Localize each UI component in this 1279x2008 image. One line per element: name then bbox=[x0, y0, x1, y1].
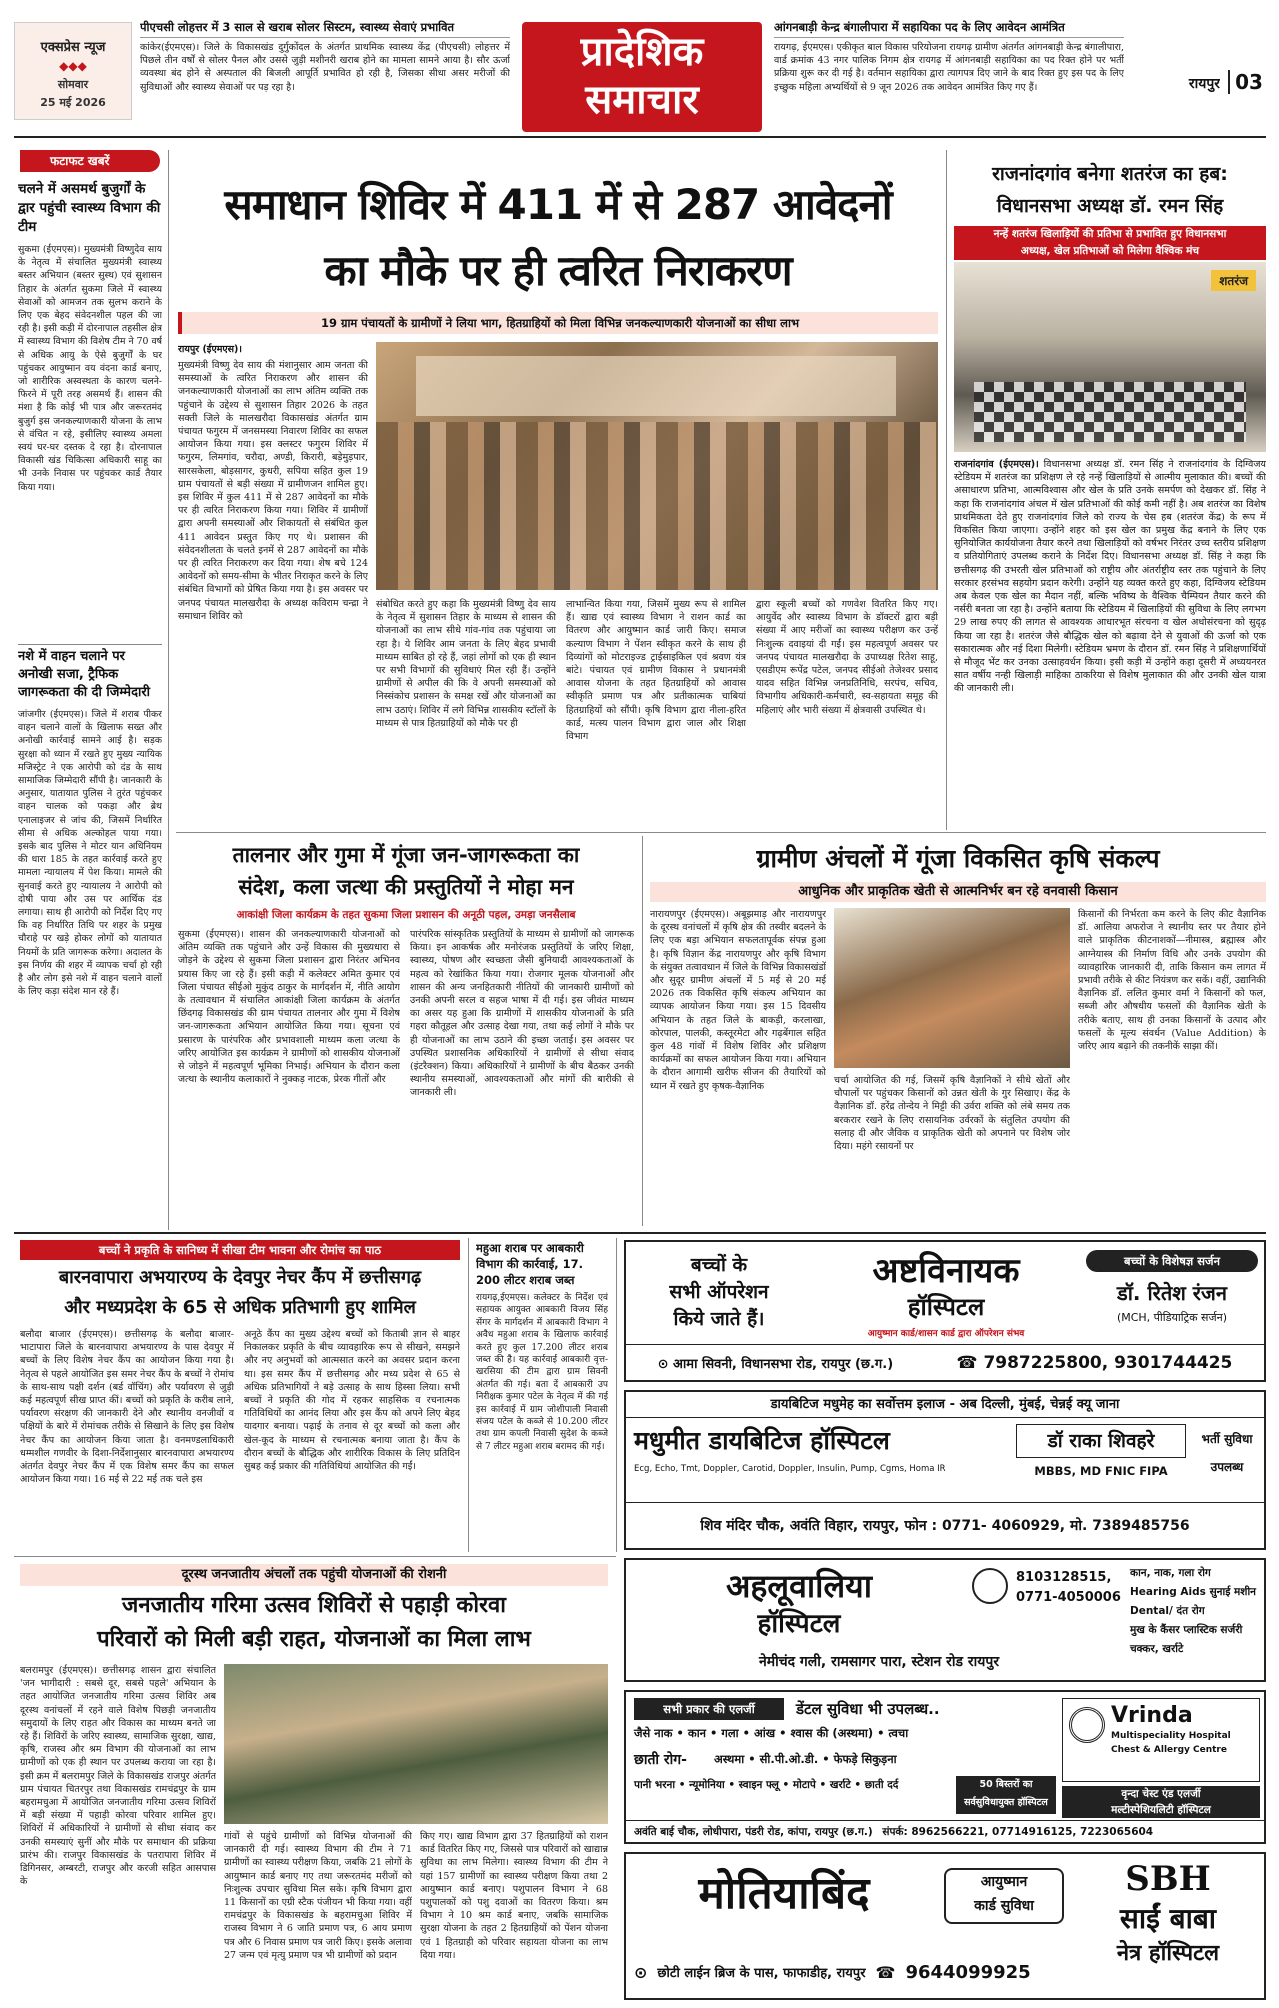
photo-banner-shape bbox=[416, 356, 896, 416]
brand-day: सोमवार bbox=[57, 78, 89, 91]
lead-photo bbox=[376, 342, 938, 590]
ad-ashtavinayak-name-2: हॉस्पिटल bbox=[907, 1293, 985, 1321]
ad-madhumit-tests: Ecg, Echo, Tmt, Doppler, Carotid, Doppler, Insulin, Pump, Cgms, Homa IR bbox=[634, 1464, 946, 1474]
ad-vrinda-beds-1: 50 बिस्तरों का bbox=[979, 1779, 1033, 1790]
krishi-photo bbox=[834, 908, 1070, 1068]
janjatiya-headline-2: परिवारों को मिली बड़ी राहत, योजनाओं का मिला लाभ bbox=[97, 1627, 531, 1652]
janjatiya-col-2-text: गांवों से पहुंचे ग्रामीणों को विभिन्न योजनाओं की जानकारी दी गई। स्वास्थ्य विभाग की टीम ने 71 ग्रामीणों का स्वास्थ्य परीक्षण किया, जबकि 21 लोगों के आयुष्मान कार्ड बनाए गए तथा जरूरतमंद मरीजों को निःशुल्क उपचार सुविधा मिल सके। कृषि विभाग द्वारा 11 किसानों का एग्री स्टैक पंजीयन भी किया गया। वहीं रामचंद्रपुर के विकासखंड के बहरामचुआ शिविर में राजस्व विभाग ने 6 जाति प्रमाण पत्र, 6 आय प्रमाण पत्र और 6 निवास प्रमाण पत्र जारी किए। इसके अलावा 27 जन्म एवं मृत्यु प्रमाण पत्र भी ग्रामीणों को प्रदान bbox=[224, 1831, 412, 1961]
ad-ahluwalia-name-1: अहलूवालिया bbox=[725, 1567, 873, 1605]
krishi-col-1 bbox=[650, 908, 826, 1224]
ad-ashtavinayak-left bbox=[634, 1252, 804, 1333]
top-right-news bbox=[774, 20, 1124, 132]
ad-vrinda bbox=[624, 1690, 1266, 1844]
ad-ashtavinayak-degree: (MCH, पीडियाट्रिक सर्जन) bbox=[1116, 1311, 1228, 1324]
ad-ahluwalia-specialities bbox=[1130, 1564, 1264, 1659]
krishi-col-2-text: चर्चा आयोजित की गई, जिसमें कृषि वैज्ञानिकों ने सीधे खेतों और चौपालों पर पहुंचकर किसानों को उन्नत खेती के गुर सिखाए। केंद्र के वैज्ञानिक डॉ. हरेंद्र तोन्देय ने मिट्टी की उर्वरा शक्ति को लंबे समय तक बरकरार रखने के लिए रासायनिक उर्वरकों के संतुलित उपयोग की सलाह दी और जैविक व प्राकृतिक खेती को अपनाने पर विशेष जोर दिया। महंगे रसायनों पर bbox=[834, 1075, 1070, 1153]
chess-photo bbox=[954, 262, 1266, 452]
sidebar-story-1 bbox=[18, 180, 162, 640]
ad-ahluwalia-s1: कान, नाक, गला रोग bbox=[1130, 1567, 1211, 1579]
brand-box bbox=[14, 22, 132, 120]
ad-ahluwalia bbox=[624, 1558, 1266, 1682]
ad-madhumit-tagline: डायबिटिज मधुमेह का सर्वोत्तम इलाज - अब दिल्ली, मुंबई, चेन्नई क्यू जाना bbox=[626, 1392, 1264, 1418]
ad-ashtavinayak-name-1: अष्टविनायक bbox=[872, 1251, 1020, 1291]
mid-rule bbox=[14, 1232, 1266, 1234]
sidebar-story-2 bbox=[18, 648, 162, 1228]
lead-col-4-text: द्वारा स्कूली बच्चों को गणवेश वितरित किए गए। आयुर्वेद और स्वास्थ्य विभाग के डॉक्टरों द्वारा बड़ी संख्या में आए मरीजों का स्वास्थ्य परीक्षण कर उन्हें निःशुल्क दवाइयां दी गईं। इस महत्वपूर्ण अवसर पर जनपद पंचायत मालखरौदा के उपाध्यक्ष रितेश साहू, एसडीएम रूपेंद्र पटेल, जनपद सीईओ तेजेश्वर प्रसाद यादव सहित विभिन्न जनप्रतिनिधि, सरपंच, सचिव, विभागीय अधिकारी-कर्मचारी, स्व-सहायता समूह की महिलाएं और भारी संख्या में क्षेत्रवासी उपस्थित थे। bbox=[756, 599, 938, 716]
ad-madhumit-degree: MBBS, MD FNIC FIPA bbox=[1034, 1464, 1168, 1478]
ad-sai-brand-1: साईं बाबा bbox=[1119, 1902, 1217, 1935]
sidebar-divider bbox=[18, 644, 162, 645]
lead-col-1-text: मुख्यमंत्री विष्णु देव साय की मंशानुसार आम जनता की समस्याओं के त्वरित निराकरण और शासन की जनकल्याणकारी योजनाओं का लाभ अंतिम व्यक्ति तक पहुंचाने के उद्देश्य से सुशासन तिहार 2026 के तहत सक्ती जिले के मालखरौदा विकासखंड अंतर्गत ग्राम पंचायत फगुरम में जनसमस्या निवारण शिविर का सफल आयोजन किया गया। इस क्लस्टर फगुरम शिविर में फगुरम, लिमगांव, चरौदा, अण्डी, किरारी, बड़ेमुड़पार, सारसकेला, बोड़सागर, कुधरी, सपिया सहित कुल 19 ग्राम पंचायतों से बड़ी संख्या में ग्रामीणजन शामिल हुए। इस शिविर में कुल 411 में से 287 आवेदनों का मौके पर ही त्वरित निराकरण किया गया। शिविर में ग्रामीणों द्वारा अपनी समस्याओं और शिकायतों से संबंधित कुल 411 आवेदन प्रस्तुत किए गए थे। प्रशासन की संवेदनशीलता के चलते इनमें से 287 आवेदनों का मौके पर ही त्वरित निराकरण कर दिया गया। शेष बचे 124 आवेदनों को समय-सीमा के भीतर निराकृत करने के लिए संबंधित विभागों को प्रेषित किया गया है। इस अवसर पर जनपद पंचायत मालखरौदा के अध्यक्ष कविराम चन्द्रा ने समाधान शिविर को bbox=[178, 360, 368, 622]
ad-ashtavinayak-left-1: बच्चों के bbox=[690, 1254, 748, 1276]
talnar-vrule bbox=[642, 836, 643, 1226]
phone-icon: ☎ bbox=[875, 1962, 896, 1982]
krishi-headline: ग्रामीण अंचलों में गूंजा विकसित कृषि संकल्प bbox=[756, 844, 1160, 873]
lead-dateline: रायपुर (ईएमएस)। bbox=[178, 344, 243, 355]
janjatiya-col-1-text: बलरामपुर (ईएमएस)। छत्तीसगढ़ शासन द्वारा संचालित 'जन भागीदारी : सबसे दूर, सबसे पहले' अभियान के तहत आयोजित जनजातीय गरिमा उत्सव शिविर अब दूरस्थ वनांचलों में रहने वाले विशेष पिछड़ी जनजातीय समुदायों के लिए राहत और विकास का माध्यम बनते जा रहे हैं। शिविरों के जरिए स्वास्थ्य, सामाजिक सुरक्षा, खाद्य, कृषि, राजस्व और श्रम विभाग की योजनाओं का लाभ ग्रामीणों को एक ही स्थान पर उपलब्ध कराया जा रहा है। इसी क्रम में बलरामपुर जिले के विकासखंड राजपुर अंतर्गत ग्राम पंचायत चितरपुर तथा विकासखंड रामचंद्रपुर के ग्राम बहरामचुआ में आयोजित जनजातीय गरिमा उत्सव शिविरों में बड़ी संख्या में पहाड़ी कोरवा परिवार शामिल हुए। शिविरों में अधिकारियों ने ग्रामीणों से सीधा संवाद कर उनकी समस्याएं सुनीं और मौके पर समाधान की प्रक्रिया प्रारंभ की। राजपुर विकासखंड के पतरापारा शिविर में डिगिनसर, अम्बरटी, राजपुर और करजी सहित आसपास के bbox=[20, 1665, 216, 1888]
chess-dateline: राजनांदगांव (ईएमएस)। bbox=[954, 459, 1039, 470]
top-right-news-text: रायगढ़, ईएमएस। एकीकृत बाल विकास परियोजना रायगढ़ ग्रामीण अंतर्गत आंगनबाड़ी केन्द्र बंगालीपारा, वार्ड क्रमांक 43 नगर पालिक निगम क्षेत्र रायगढ़ में आंगनबाड़ी सहायिका का पद रिक्त होने पर भर्ती प्रक्रिया शुरू कर दी गई है। वर्तमान सहायिका द्वारा त्यागपत्र दिए जाने के बाद रिक्त हुए इस पद के लिए इच्छुक महिला अभ्यर्थियों से 9 जून 2026 तक आवेदन आमंत्रित किए गए हैं। bbox=[774, 42, 1124, 93]
lead-col-3-text: लाभान्वित किया गया, जिसमें मुख्य रूप से शामिल हैं। खाद्य एवं स्वास्थ्य विभाग ने राशन कार्ड का वितरण और आयुष्मान कार्ड जारी किए। समाज कल्याण विभाग ने पेंशन स्वीकृत करने के साथ ही दिव्यांगों को मोटराइज्ड ट्राईसाइकिल एवं श्रवण यंत्र बांटे। पंचायत एवं ग्रामीण विकास ने प्रधानमंत्री आवास योजना के तहत हितग्राहियों को आवास स्वीकृति प्रमाण पत्र और प्रतीकात्मक चाबियां हितग्राहियों को सौंपी। कृषि विभाग द्वारा नीला-हरित कार्ड, मत्स्य पालन विभाग द्वारा जाल और शिक्षा विभाग bbox=[566, 599, 746, 743]
sidebar-vrule bbox=[168, 150, 169, 1230]
barnawapara-col-2 bbox=[244, 1328, 460, 1548]
barnawapara-headline-2: और मध्यप्रदेश के 65 से अधिक प्रतिभागी हुए शामिल bbox=[64, 1297, 416, 1318]
janjatiya-col-3-text: किए गए। खाद्य विभाग द्वारा 37 हितग्राहियों को राशन कार्ड वितरित किए गए, जिससे पात्र परिवारों को खाद्यान्न सुविधा का लाभ मिलेगा। स्वास्थ्य विभाग की टीम ने यहां 157 ग्रामीणों का स्वास्थ्य परीक्षण किया तथा 2 आयुष्मान कार्ड बनाए। पशुपालन विभाग ने 68 पशुपालकों को पशु दवाओं का वितरण किया। श्रम विभाग ने 10 श्रम कार्ड बनाए, जबकि सामाजिक सुरक्षा योजना के तहत 2 हितग्राहियों को पेंशन योजना एवं 1 हितग्राही को परिवार सहायता योजना का लाभ दिया गया। bbox=[420, 1831, 608, 1961]
ad-vrinda-line-2: अस्थमा • सी.पी.ओ.डी. • फेफड़े सिकुड़ना bbox=[714, 1752, 897, 1766]
ad-vrinda-hindi-name-2: मल्टीस्पेशियलिटी हॉस्पिटल bbox=[1111, 1804, 1211, 1816]
talnar-headline-1: तालनार और गुमा में गूंजा जन-जागरूकता का bbox=[232, 843, 580, 867]
ad-sai-logo: SBH bbox=[1125, 1859, 1211, 1899]
janjatiya-col-2 bbox=[224, 1830, 412, 2000]
mahua-story bbox=[476, 1240, 608, 1550]
ad-vrinda-beds bbox=[956, 1776, 1056, 1814]
ad-ahluwalia-s5: चक्कर, खर्राटे bbox=[1130, 1643, 1184, 1655]
ad-madhumit-address: शिव मंदिर चौक, अवंति विहार, रायपुर, फोन : 0771- 4060929, मो. 7389485756 bbox=[626, 1502, 1264, 1548]
krishi-col-3 bbox=[1078, 908, 1266, 1224]
section-flag bbox=[522, 22, 762, 132]
ad-sai-scheme-2: कार्ड सुविधा bbox=[974, 1898, 1034, 1914]
lead-col-4 bbox=[756, 598, 938, 822]
ad-vrinda-hindi-name bbox=[1062, 1786, 1260, 1818]
ad-sai-brand-2: नेत्र हॉस्पिटल bbox=[1116, 1941, 1220, 1966]
talnar-col-2-text: पारंपरिक सांस्कृतिक प्रस्तुतियों के माध्यम से ग्रामीणों को जागरूक किया। इन आकर्षक और मनोरंजक प्रस्तुतियों के जरिए शिक्षा, स्वास्थ्य, पोषण और स्वच्छता जैसी बुनियादी आवश्यकताओं के महत्व को रेखांकित किया गया। रोजगार मूलक योजनाओं और शासन की अन्य जनहितकारी नीतियों की जानकारी ग्रामीणों को उनकी अपनी सरल व सहज भाषा में दी गई। इस जीवंत माध्यम का असर यह हुआ कि ग्रामीणों में शासकीय योजनाओं के प्रति गहरा कौतूहल और उत्साह देखा गया, तथा कई लोगों ने मौके पर ही योजनाओं का लाभ उठाने की इच्छा जताई। इस अवसर पर उपस्थित प्रशासनिक अधिकारियों ने ग्रामीणों से सीधा संवाद (इंटरैक्शन) किया। अधिकारियों ने ग्रामीणों के बीच बैठकर उनकी स्थानीय समस्याओं, आवश्यकताओं और मांगों की बारीकी से जानकारी ली। bbox=[410, 929, 634, 1099]
lead-col-3 bbox=[566, 598, 746, 822]
chess-kicker bbox=[954, 226, 1266, 260]
ad-ashtavinayak bbox=[624, 1240, 1266, 1382]
janjatiya-kicker: दूरस्थ जनजातीय अंचलों तक पहुंची योजनाओं की रोशनी bbox=[20, 1564, 608, 1586]
ad-ahluwalia-address: नेमीचंद गली, रामसागर पारा, स्टेशन रोड रायपुर bbox=[758, 1654, 1000, 1670]
ad-ahluwalia-phone-1: 8103128515, bbox=[1016, 1570, 1112, 1585]
janjatiya-col-1 bbox=[20, 1664, 216, 2000]
talnar-col-1-text: सुकमा (ईएमएस)। शासन की जनकल्याणकारी योजनाओं को अंतिम व्यक्ति तक पहुंचाने और उन्हें विकास की मुख्यधारा से जोड़ने के उद्देश्य से सुकमा जिला प्रशासन द्वारा निरंतर अभिनव प्रयास किए जा रहे हैं। इसी कड़ी में कलेक्टर अमित कुमार एवं जिला पंचायत सीईओ मुकुंद ठाकुर के मार्गदर्शन में, नीति आयोग के तत्वावधान में संचालित आकांक्षी जिला कार्यक्रम के अंतर्गत छिंदगढ़ विकासखंड की ग्राम पंचायत तालनार और गुमा में विशेष जन-जागरूकता अभियान आयोजित किया गया। सूचना एवं प्रसारण के पारंपरिक और प्रभावशाली माध्यम कला जत्था के जरिए आयोजित इस कार्यक्रम ने ग्रामीणों को शासकीय योजनाओं से जोड़ने में महत्वपूर्ण भूमिका निभाई। अभियान के दौरान कला जत्था के स्थानीय कलाकारों ने नुक्कड़ नाटक, प्रेरक गीतों और bbox=[178, 929, 400, 1086]
sidebar-story-1-text: सुकमा (ईएमएस)। मुख्यमंत्री विष्णुदेव साय के नेतृत्व में संचालित मुख्यमंत्री स्वास्थ्य बस्तर अभियान (बस्तर सुस्थ) एवं सुशासन तिहार के अंतर्गत सुकमा जिले में स्वास्थ्य सेवाओं को आमजन तक सुलभ कराने के लिए एक बेहद संवेदनशील पहल की जा रही है। इसी कड़ी में दोरनापाल तहसील क्षेत्र में स्वास्थ्य विभाग की विशेष टीम ने 70 वर्ष से अधिक आयु के ऐसे बुजुर्गों के घर पहुंचकर आयुष्मान वय वंदना कार्ड बनाए, जो शारीरिक अस्वस्थता के कारण चलने-फिरने में पूरी तरह असमर्थ हैं। शासन की मंशा है कि कोई भी पात्र और जरूरतमंद बुजुर्ग इस जनकल्याणकारी योजना के लाभ से वंचित न रहे, इसीलिए स्वास्थ्य अमला स्वयं घर-घर दस्तक दे रहा है। दोरनापाल विकासी खंड चिकित्सा अधिकारी साहू का भी उनके निवास पर पहुंचकर कार्ड तैयार किया गया। bbox=[18, 244, 162, 493]
ad-ashtavinayak-address-text: आमा सिवनी, विधानसभा रोड, रायपुर (छ.ग.) bbox=[673, 1356, 894, 1372]
section-title: प्रादेशिक bbox=[580, 29, 704, 75]
lead-col-2-text: संबोधित करते हुए कहा कि मुख्यमंत्री विष्णु देव साय के नेतृत्व में सुशासन तिहार के माध्यम से शासन की योजनाओं का लाभ सीधे गांव-गांव तक पहुंचाया जा रहा है। ये शिविर आम जनता के लिए बेहद प्रभावी माध्यम साबित हो रहे हैं, जहां लोगों को एक ही स्थान पर सभी विभागों की सुविधाएं मिल रही हैं। उन्होंने ग्रामीणों से अपील की कि वे अपनी समस्याओं को निस्संकोच प्रशासन के समक्ष रखें और योजनाओं का लाभ उठाएं। शिविर में लगे विभिन्न शासकीय स्टॉलों के माध्यम से पात्र हितग्राहियों को मौके पर ही bbox=[376, 599, 556, 729]
chess-headline-1: राजनांदगांव बनेगा शतरंज का हब: bbox=[992, 163, 1228, 185]
lead-col-1 bbox=[178, 342, 368, 822]
chess-kicker-2: अध्यक्ष, खेल प्रतिभाओं को मिलेगा वैश्विक मंच bbox=[1020, 245, 1200, 257]
ad-vrinda-beds-2: सर्वसुविधायुक्त हॉस्पिटल bbox=[964, 1797, 1048, 1808]
chess-text bbox=[954, 458, 1266, 696]
lead-kicker: 19 ग्राम पंचायतों के ग्रामीणों ने लिया भाग, हितग्राहियों को मिला विभिन्न जनकल्याणकारी योजनाओं का सीधा लाभ bbox=[178, 312, 938, 334]
ad-ashtavinayak-phone-text: 7987225800, 9301744425 bbox=[983, 1352, 1233, 1373]
top-left-news bbox=[140, 20, 510, 124]
talnar-col-2 bbox=[410, 928, 634, 1223]
janjatiya-photo bbox=[224, 1664, 608, 1824]
ad-sai-footer bbox=[634, 1952, 1074, 1992]
top-right-news-title: आंगनबाड़ी केन्द्र बंगालीपारा में सहायिका पद के लिए आवेदन आमंत्रित bbox=[774, 20, 1124, 38]
sidebar-story-2-title: नशे में वाहन चलाने पर अनोखी सजा, ट्रैफिक जागरूकता की दी जिम्मेदारी bbox=[18, 649, 151, 700]
masthead-rule bbox=[14, 136, 1266, 138]
ad-ashtavinayak-badge: बच्चों के विशेषज्ञ सर्जन bbox=[1086, 1250, 1258, 1272]
lead-col-2 bbox=[376, 598, 556, 822]
ad-madhumit-bharti: भर्ती सुविधा bbox=[1201, 1432, 1253, 1446]
ad-vrinda-logo-box bbox=[1062, 1698, 1260, 1782]
ad-sai-scheme bbox=[944, 1868, 1064, 1924]
sidebar-tag: फटाफट खबरें bbox=[20, 150, 160, 172]
brand-date: 25 मई 2026 bbox=[40, 96, 106, 109]
ad-vrinda-address: अवंति बाई चौक, लोधीपारा, पंडरी रोड, कांपा, रायपुर (छ.ग.) bbox=[634, 1826, 873, 1838]
lungs-icon bbox=[1069, 1707, 1105, 1743]
ad-ahluwalia-s2: Hearing Aids सुनाई मशीन bbox=[1130, 1586, 1256, 1598]
ad-vrinda-footer bbox=[626, 1820, 1264, 1842]
lead-vrule bbox=[946, 150, 947, 830]
location-pin-icon: ⊙ bbox=[634, 1962, 648, 1982]
ad-vrinda-logo-sub-2: Chest & Allergy Centre bbox=[1111, 1745, 1227, 1755]
chess-kicker-1: नन्हें शतरंज खिलाड़ियों की प्रतिभा से प्रभावित हुए विधानसभा bbox=[993, 228, 1227, 240]
chess-body: विधानसभा अध्यक्ष डॉ. रमन सिंह ने राजनांदगांव के दिग्विजय स्टेडियम में शतरंज का प्रशिक्षण ले रहे नन्हें खिलाड़ियों से आत्मीय मुलाकात की। बच्चों की असाधारण प्रतिभा, आत्मविश्वास और खेल के प्रति उनके समर्पण को देखकर डॉ. सिंह ने कहा कि राजनांदगांव अंचल में खेल प्रतिभाओं की कोई कमी नहीं है। अब शतरंज का विशेष प्राथमिकता देते हुए राजनांदगांव जिले को राज्य के चेस हब (शतरंज केंद्र) के रूप में विकसित किया जाएगा। उन्होंने शहर को इस खेल का प्रमुख केंद्र बनाने के लिए एक सुनियोजित कार्ययोजना तैयार करने तथा खिलाड़ियों को वर्षभर निरंतर उच्च स्तरीय प्रशिक्षण व प्रतियोगिताएं उपलब्ध कराने के निर्देश दिए। विधानसभा अध्यक्ष डॉ. सिंह ने कहा कि छत्तीसगढ़ की उभरती खेल प्रतिभाओं को राष्ट्रीय और अंतर्राष्ट्रीय स्तर तक पहुंचाने के लिए सरकार हरसंभव सहयोग प्रदान करेगी। उन्होंने यह व्यक्त करते हुए कहा, दिग्विजय स्टेडियम अब केवल एक खेल का मैदान नहीं, बल्कि भविष्य के वैश्विक चैम्पियन तैयार करने की नर्सरी बनता जा रहा है। उन्होंने बताया कि स्टेडियम में खिलाड़ियों की सुविधा के लिए लगभग 29 लाख रुपए की लागत से आवश्यक आधारभूत संरचना व खेल अधोसंरचना को सुदृढ़ किया जा रहा है। शतरंज जैसे बौद्धिक खेल को बढ़ावा देने से युवाओं की ऊर्जा को एक सकारात्मक और नई दिशा मिलेगी। स्टेडियम भ्रमण के दौरान डॉ. रमन सिंह ने प्रशिक्षणार्थियों से मौजूद भेंट कर उनका उत्साहवर्धन किया। इसी कड़ी में उन्होंने कहा दूसरी में अध्ययनरत सात वर्षीय नन्ही खिलाड़ी माहिका ठाकरिया से विशेष मुलाकात की और उनकी खेल यात्रा की जानकारी ली। bbox=[954, 459, 1266, 695]
ad-ashtavinayak-scheme: आयुष्मान कार्ड/शासन कार्ड द्वारा ऑपरेशन संभव bbox=[867, 1329, 1025, 1339]
ad-vrinda-line-1: जैसे नाक • कान • गला • आंख • श्वास की (अस्थमा) • त्वचा bbox=[634, 1726, 909, 1740]
ad-ahluwalia-s3: Dental/ दंत रोग bbox=[1130, 1605, 1205, 1617]
ad-ashtavinayak-doctor: डॉ. रितेश रंजन bbox=[1117, 1281, 1227, 1305]
talnar-col-1 bbox=[178, 928, 400, 1223]
ad-sai-baba bbox=[624, 1852, 1266, 2000]
brand-top: एक्सप्रेस न्यूज bbox=[40, 40, 106, 55]
ad-madhumit-doctor: डॉ राका शिवहरे bbox=[1016, 1424, 1186, 1458]
ad-madhumit-name: मधुमीत डायबिटिज हॉस्पिटल bbox=[634, 1426, 890, 1455]
krishi-col-1-text: नारायणपुर (ईएमएस)। अबूझमाड़ और नारायणपुर के दूरस्थ वनांचलों में कृषि क्षेत्र की तस्वीर बदलने के लिए एक बड़ा अभियान सफलतापूर्वक संपन्न हुआ है। कृषि विज्ञान केंद्र नारायणपुर और कृषि विभाग के संयुक्त तत्वावधान में जिले के विभिन्न विकासखंडों और सुदूर ग्रामीण अंचलों में 5 मई से 20 मई 2026 तक विकसित कृषि संकल्प अभियान का व्यापक आयोजन किया गया। इस 15 दिवसीय अभियान के तहत जिले के बाकड़ी, करलाखा, कोरपाल, पालकी, कस्तूरमेटा और गढ़बेंगाल सहित कुल 48 गांवों में विशेष शिविर और प्रशिक्षण कार्यक्रमों का सफल आयोजन किया गया। अभियान के दौरान आगामी खरीफ सीजन की तैयारियों को ध्यान में रखते हुए कृषक-वैज्ञानिक bbox=[650, 909, 826, 1092]
photo-people-shape bbox=[376, 422, 938, 590]
ad-sai-name: मोतियाबिंद bbox=[698, 1868, 870, 1919]
phone-icon: ☎ bbox=[956, 1352, 984, 1373]
ad-vrinda-chest: छाती रोग- bbox=[634, 1752, 687, 1768]
section-title-2: समाचार bbox=[585, 77, 699, 123]
janjatiya-col-3 bbox=[420, 1830, 608, 2000]
location-pin-icon: ⊙ bbox=[657, 1356, 674, 1372]
mahua-text: रायगढ़,ईएमएस। कलेक्टर के निर्देश एवं सहायक आयुक्त आबकारी विजय सिंह सेंगर के मार्गदर्शन में आबकारी विभाग ने अवैध महुआ शराब के खिलाफ कार्रवाई करते हुए कुल 17.200 लीटर शराब जब्त की है। यह कार्रवाई आबकारी वृत्त-खरसिया की टीम द्वारा ग्राम सिवनी अंतर्गत की गई। बता दें आबकारी उप निरीक्षक कुमार पटेल के नेतृत्व में की गई इस कार्रवाई में ग्राम जोशीपाली निवासी संजय पटेल के कब्जे से 10.200 लीटर तथा ग्राम कपली निवासी सुदेश के कब्जे से 7 लीटर महुआ शराब बरामद की गई। bbox=[476, 1293, 608, 1452]
sidebar-story-1-title: चलने में असमर्थ बुजुर्गों के द्वार पहुंची स्वास्थ्य विभाग की टीम bbox=[18, 181, 161, 235]
mahua-vrule bbox=[616, 1238, 617, 1552]
ad-ahluwalia-logo-icon bbox=[972, 1568, 1008, 1604]
ad-vrinda-allergy: सभी प्रकार की एलर्जी bbox=[634, 1698, 784, 1720]
ad-ashtavinayak-footer bbox=[626, 1344, 1264, 1380]
chess-photo-banner: शतरंज bbox=[1211, 270, 1256, 291]
top-left-news-title: पीएचसी लोहत्तर में 3 साल से खराब सोलर सिस्टम, स्वास्थ्य सेवाएं प्रभावित bbox=[140, 20, 510, 38]
page-number: 03 bbox=[1228, 70, 1268, 94]
ad-sai-scheme-1: आयुष्मान bbox=[980, 1874, 1028, 1890]
ad-madhumit bbox=[624, 1390, 1266, 1550]
barnawapara-headline-1: बारनवापारा अभयारण्य के देवपुर नेचर कैंप में छत्तीसगढ़ bbox=[58, 1267, 422, 1288]
ad-ahluwalia-s4: मुख के कैंसर प्लास्टिक सर्जरी bbox=[1130, 1624, 1243, 1636]
ad-vrinda-logo-sub: Multispeciality Hospital bbox=[1111, 1731, 1231, 1741]
ad-ashtavinayak-left-3: किये जाते हैं। bbox=[673, 1308, 765, 1330]
krishi-kicker: आधुनिक और प्राकृतिक खेती से आत्मनिर्भर बन रहे वनवासी किसान bbox=[650, 882, 1266, 902]
ad-vrinda-line-3: पानी भरना • न्यूमोनिया • स्वाइन फ्लू • मोटापे • खर्राटे • छाती दर्द bbox=[634, 1779, 899, 1791]
barnawapara-col-1 bbox=[20, 1328, 234, 1548]
barnawapara-col-1-text: बलौदा बाजार (ईएमएस)। छत्तीसगढ़ के बलौदा बाजार-भाटापारा जिले के बारनवापारा अभयारण्य के पास देवपुर में बच्चों के लिए विशेष नेचर कैंप का आयोजन किया गया है। नेतृत्व से पहले आयोजित इस समर नेचर कैंप के बच्चों ने रोमांच के साथ-साथ पक्षी दर्शन (बर्ड वॉचिंग) और पर्यावरण से जुड़ी कई महत्वपूर्ण सीख प्राप्त कीं। बच्चों को प्रकृति के करीब लाने, पर्यावरण संरक्षण की जानकारी देने और स्थानीय वनजीवों व पक्षियों के बारे में रोमांचक तरीके से सिखाने के लिए इस विशेष नेचर कैंप का आयोजन किया जाता है। वनमण्डलाधिकारी धम्मशील गणवीर के दिशा-निर्देशानुसार बारनवापारा अभयारण्य अंतर्गत देवपुर नेचर कैंप में एक विशेष समर कैंप का सफल आयोजन किया गया। 16 मई से 22 मई तक चले इस bbox=[20, 1329, 234, 1486]
chess-board-shape bbox=[974, 382, 1246, 442]
barnawapara-kicker: बच्चों ने प्रकृति के सानिध्य में सीखा टीम भावना और रोमांच का पाठ bbox=[20, 1240, 460, 1260]
chess-text-block bbox=[954, 458, 1266, 830]
barnawapara-vrule bbox=[468, 1238, 469, 1552]
barnawapara-col-2-text: अनूठे कैंप का मुख्य उद्देश्य बच्चों को किताबी ज्ञान से बाहर निकालकर प्रकृति के बीच व्यावहारिक रूप से सीखने, समझने और नए अनुभवों को आत्मसात करने का अवसर प्रदान करना था। इस समर कैंप में छत्तीसगढ़ और मध्य प्रदेश से 65 से अधिक प्रतिभागियों ने बड़े उत्साह के साथ हिस्सा लिया। सभी बच्चों ने प्रकृति की गोद में रहकर साहसिक व रचनात्मक गतिविधियों का आनंद लिया और इस कैंप को अपने लिए बेहद यादगार बनाया। पढ़ाई के तनाव से दूर बच्चों को कला और खेल-कूद के माध्यम से रचनात्मक बनाया जाता है। कैंप के दौरान बच्चों के बौद्धिक और शारीरिक विकास के लिए प्रतिदिन सुबह कई प्रकार की गतिविधियां आयोजित की गईं। bbox=[244, 1329, 460, 1473]
ad-vrinda-contact: 8962566221, 07714916125, 7223065604 bbox=[911, 1826, 1154, 1838]
krishi-col-3-text: किसानों की निर्भरता कम करने के लिए कीट वैज्ञानिक डॉ. आलिया अफरोज ने स्थानीय स्तर पर तैयार होने वाले प्राकृतिक कीटनाशकों—नीमास्त्र, ब्रह्मास्त्र और आग्नेयास्त्र की निर्माण विधि और उनके उपयोग की व्यावहारिक जानकारी दी, ताकि किसान कम लागत में प्रभावी तरीके से कीट नियंत्रण कर सकें। वहीं, उद्यानिकी वैज्ञानिक डॉ. ललित कुमार वर्मा ने किसानों को फल, सब्जी और औषधीय फसलों की वैज्ञानिक खेती के तरीके बताए, साथ ही उनका किसानों के उत्पाद और फसलों के मूल्य संवर्धन (Value Addition) के जरिए आय बढ़ाने की तकनीकें साझा कीं। bbox=[1078, 909, 1266, 1053]
mahua-title: महुआ शराब पर आबकारी विभाग की कार्रवाई, 17. 200 लीटर शराब जब्त bbox=[476, 1241, 584, 1287]
janjatiya-headline-1: जनजातीय गरिमा उत्सव शिविरों से पहाड़ी कोरवा bbox=[122, 1593, 506, 1618]
ad-vrinda-logo: Vrinda bbox=[1111, 1703, 1193, 1728]
ad-madhumit-available: उपलब्ध bbox=[1210, 1460, 1244, 1474]
lower-rule bbox=[14, 1556, 616, 1557]
ad-vrinda-dental: डेंटल सुविधा भी उपलब्ध.. bbox=[796, 1700, 940, 1718]
ad-ashtavinayak-left-2: सभी ऑपरेशन bbox=[669, 1281, 769, 1303]
city-label: रायपुर bbox=[1188, 76, 1220, 92]
krishi-col-2 bbox=[834, 1074, 1070, 1224]
ad-vrinda-hindi-name-1: वृन्दा चेस्ट एंड एलर्जी bbox=[1121, 1788, 1201, 1800]
talnar-headline-2: संदेश, कला जत्था की प्रस्तुतियों ने मोहा मन bbox=[238, 875, 574, 899]
lead-headline-1: समाधान शिविर में 411 में से 287 आवेदनों bbox=[224, 180, 892, 229]
ad-ahluwalia-phone-2: 0771-4050006 bbox=[1016, 1590, 1121, 1605]
lead-bottom-rule bbox=[176, 832, 1266, 833]
ad-vrinda-contact-label: संपर्क: bbox=[882, 1826, 908, 1838]
talnar-kicker: आकांक्षी जिला कार्यक्रम के तहत सुकमा जिला प्रशासन की अनूठी पहल, उमड़ा जनसैलाब bbox=[236, 909, 576, 921]
ad-sai-phone: 9644099925 bbox=[905, 1961, 1031, 1983]
top-left-news-text: कांकेर(ईएमएस)। जिले के विकासखंड दुर्गुकोंदल के अंतर्गत प्राथमिक स्वास्थ्य केंद्र (पीएचसी) लोहत्तर में पिछले तीन वर्षों से सोलर पैनल और उससे जुड़ी मशीनरी खराब होने का मामला सामने आया है। सौर ऊर्जा व्यवस्था बंद होने से अस्पताल की बिजली आपूर्ति प्रभावित हो रही है, जिसका सीधा असर मरीजों की सुविधाओं और स्वास्थ्य सेवाओं पर पड़ रहा है। bbox=[140, 42, 510, 93]
chess-headline-2: विधानसभा अध्यक्ष डॉ. रमन सिंह bbox=[996, 195, 1224, 217]
ad-ashtavinayak-phone bbox=[956, 1353, 1232, 1373]
lead-headline-2: का मौके पर ही त्वरित निराकरण bbox=[324, 246, 792, 295]
ad-ashtavinayak-address bbox=[658, 1354, 894, 1372]
sidebar-story-2-text: जांजगीर (ईएमएस)। जिले में शराब पीकर वाहन चलाने वालों के खिलाफ सख्त और अनोखी कार्रवाई सामने आई है। सड़क सुरक्षा को ध्यान में रखते हुए मुख्य न्यायिक मजिस्ट्रेट ने एक आरोपी को दंड के साथ सामाजिक जिम्मेदारी सौंपी है। जानकारी के अनुसार, यातायात पुलिस ने तुरंत पहुंचकर वाहन चालक को पकड़ा और ब्रेथ एनालाइजर से जांच की, जिसमें निर्धारित सीमा से अधिक अल्कोहल पाया गया। इसके बाद पुलिस ने मोटर यान अधिनियम की धारा 185 के तहत कार्रवाई करते हुए मामला न्यायालय में पेश किया। मामले की सुनवाई करते हुए न्यायालय ने आरोपी को दोषी पाया और उस पर आर्थिक दंड लगाया। साथ ही आरोपी को निर्देश दिए गए कि वह निर्धारित तिथि पर शहर के प्रमुख चौराहे पर खड़े होकर लोगों को यातायात नियमों के प्रति जागरूक करेगा। अदालत के इस निर्णय की शहर में व्यापक चर्चा हो रही है और लोग इसे नशे में वाहन चलाने वालों के लिए कड़ा संदेश मान रहे हैं। bbox=[18, 709, 162, 998]
ad-sai-address: छोटी लाईन ब्रिज के पास, फाफाडीह, रायपुर bbox=[657, 1966, 866, 1981]
ad-ahluwalia-name-2: हॉस्पिटल bbox=[757, 1609, 841, 1639]
brand-ornament-icon: ◆◆◆ bbox=[59, 59, 87, 73]
